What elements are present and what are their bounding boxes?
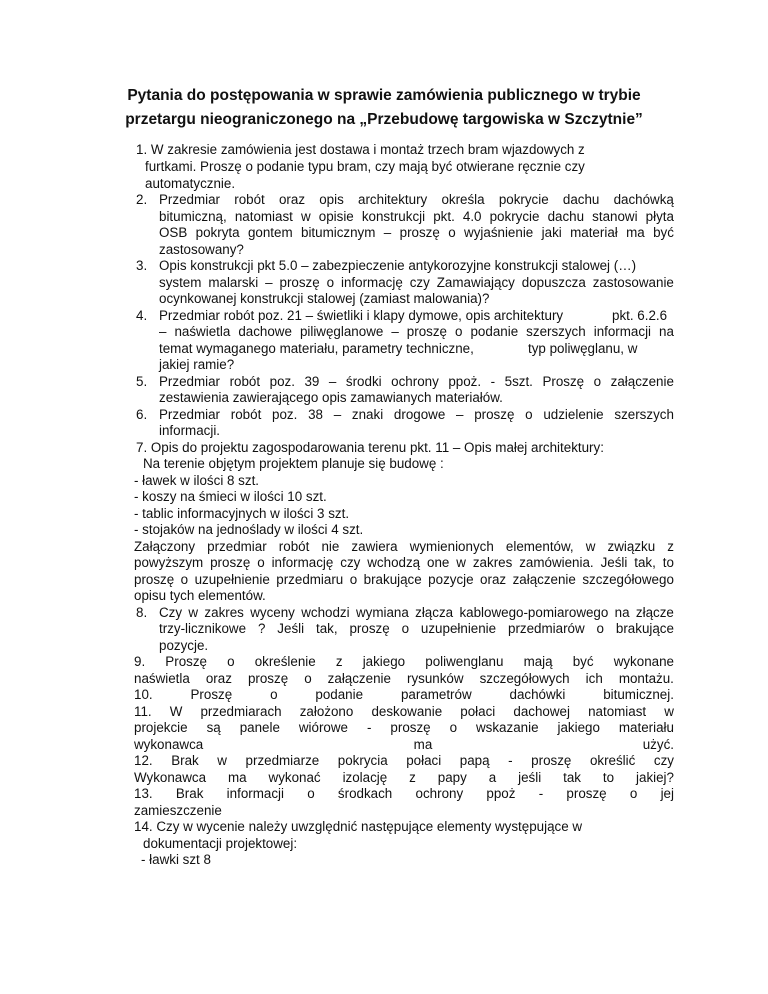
word: w xyxy=(664,704,674,719)
q7-line-8 xyxy=(134,555,674,571)
word: wyceny xyxy=(250,605,295,620)
word: proszę xyxy=(390,720,431,735)
word: przedmiarów xyxy=(508,621,585,636)
word: robót xyxy=(234,192,265,207)
word: 9. xyxy=(134,654,146,669)
q4-number: 4. xyxy=(136,308,148,323)
q3-line-3: ocynkowanej konstrukcji stalowej (zamiast malowania)? xyxy=(159,291,490,306)
word: jaki xyxy=(541,225,562,240)
word: - xyxy=(490,374,496,389)
word: – xyxy=(265,275,273,290)
word: opis xyxy=(319,192,344,207)
q14-line-1: 14. Czy w wycenie należy uwzględnić następujące elementy występujące w xyxy=(134,819,583,834)
word: dopuszcza xyxy=(521,275,586,290)
word: jej xyxy=(660,786,674,801)
word: pkt. xyxy=(433,209,455,224)
word: o xyxy=(326,275,335,290)
word: - xyxy=(366,720,372,735)
word: proszę xyxy=(349,621,390,636)
word: w xyxy=(585,539,596,554)
word: deskowanie xyxy=(371,704,443,719)
word: jakiej? xyxy=(636,770,674,785)
word: 11. xyxy=(134,704,152,719)
word: dachowej xyxy=(513,704,570,719)
word: wchodzi xyxy=(301,605,350,620)
q8-number: 8. xyxy=(136,605,148,620)
word: tak, xyxy=(315,621,338,636)
q5-line-1 xyxy=(159,374,674,390)
word: informacji xyxy=(593,324,652,339)
word: znaki xyxy=(351,407,384,422)
word: załączenie xyxy=(610,374,674,389)
word: ich xyxy=(585,671,603,686)
word: o xyxy=(180,572,189,587)
q8-line-1 xyxy=(159,605,674,621)
word: proszę xyxy=(531,753,572,768)
q11-line-3 xyxy=(134,737,674,753)
word: 13. xyxy=(134,786,153,801)
word: brakujące xyxy=(615,621,674,636)
word: o xyxy=(257,555,265,570)
word: złącze xyxy=(635,605,674,620)
word: szczegółowego xyxy=(582,572,674,587)
word: jakiego xyxy=(362,654,406,669)
q1-line-3: automatycznie. xyxy=(145,176,236,191)
q8-line-2 xyxy=(159,621,674,637)
q9-line-1 xyxy=(134,654,674,670)
word: szerszych xyxy=(614,407,674,422)
word: przedmiarach xyxy=(200,704,282,719)
title-line-1: Pytania do postępowania w sprawie zamówienia publicznego w trybie xyxy=(127,87,641,104)
word: połaci xyxy=(460,704,496,719)
word: Jeśli xyxy=(600,555,628,570)
q4-line-3a: temat wymaganego materiału, parametry techniczne, xyxy=(159,341,474,356)
word: w xyxy=(188,605,199,620)
q7-line-10: opisu tych elementów. xyxy=(134,588,266,603)
q4-line-1b: pkt. 6.2.6 xyxy=(612,308,668,323)
word: 39 xyxy=(304,374,320,389)
q4-line-2 xyxy=(159,324,674,340)
word: proszę xyxy=(399,225,440,240)
word: bitumiczną, xyxy=(159,209,227,224)
word: proszę xyxy=(279,275,320,290)
word: Załączony xyxy=(134,539,196,554)
q1-line-1: 1. W zakresie zamówienia jest dostawa i montaż trzech bram wjazdowych z xyxy=(136,142,585,157)
word: – xyxy=(159,324,167,339)
word: jeśli xyxy=(518,770,542,785)
word: pozycje xyxy=(428,572,474,587)
word: papą xyxy=(459,753,490,768)
word: Wykonawca xyxy=(134,770,207,785)
word: naświetla xyxy=(134,671,190,686)
word: zakres xyxy=(472,555,513,570)
word: poliwenglanu xyxy=(425,654,504,669)
word: z xyxy=(667,539,674,554)
word: podanie xyxy=(470,324,519,339)
word: kablowego-pomiarowego xyxy=(459,605,609,620)
word: oraz xyxy=(278,192,306,207)
word: ochrony xyxy=(391,374,439,389)
q7-line-9 xyxy=(134,572,674,588)
word: o xyxy=(401,621,410,636)
word: – xyxy=(333,407,342,422)
word: Zamawiający xyxy=(436,275,515,290)
word: płyta xyxy=(645,209,674,224)
word: czy xyxy=(653,753,674,768)
word: dachówką xyxy=(613,192,674,207)
word: 4.0 xyxy=(462,209,482,224)
word: o xyxy=(525,407,533,422)
word: pokrycia xyxy=(337,753,388,768)
word: OSB xyxy=(159,225,188,240)
q10-line-1 xyxy=(134,687,674,703)
word: rysunków xyxy=(406,671,464,686)
word: pokrycie xyxy=(489,209,540,224)
word: Przedmiar xyxy=(159,374,221,389)
word: montażu. xyxy=(618,671,674,686)
word: dachu xyxy=(547,209,585,224)
q14-line-3: - ławki szt 8 xyxy=(141,852,211,867)
q7-line-5: - tablic informacyjnych w ilości 3 szt. xyxy=(134,506,350,521)
word: proszę xyxy=(210,555,251,570)
word: konstrukcji xyxy=(361,209,426,224)
word: przedmiar xyxy=(207,539,267,554)
word: proszę xyxy=(134,572,175,587)
q7-line-7 xyxy=(134,539,674,555)
q14-line-2: dokumentacji projektowej: xyxy=(143,836,298,851)
word: ma xyxy=(413,737,433,752)
word: udzielenie xyxy=(543,407,604,422)
word: dachu xyxy=(562,192,600,207)
word: proszę xyxy=(566,786,607,801)
q6-line-2: informacji. xyxy=(159,423,221,438)
word: informacji xyxy=(226,786,284,801)
word: bitumicznym xyxy=(301,225,376,240)
word: o xyxy=(448,225,456,240)
word: elementów, xyxy=(505,539,574,554)
word: tak, xyxy=(634,555,656,570)
word: o xyxy=(227,654,235,669)
word: proszę xyxy=(474,407,515,422)
q2-line-3 xyxy=(159,225,674,241)
word: ochrony xyxy=(415,786,464,801)
word: w xyxy=(456,555,466,570)
word: w xyxy=(217,753,227,768)
q5-line-2: zestawienia zawierającego opis zamawianych materiałów. xyxy=(159,390,503,405)
word: wchodzą xyxy=(367,555,421,570)
word: piliwęglanowe xyxy=(299,324,384,339)
word: oraz xyxy=(205,671,232,686)
q12-line-2 xyxy=(134,770,674,786)
word: natomiast xyxy=(234,209,293,224)
word: zawiera xyxy=(351,539,398,554)
q8-line-3: pozycje. xyxy=(159,638,209,653)
word: Brak xyxy=(175,786,204,801)
word: założono xyxy=(299,704,354,719)
word: zastosowanie xyxy=(592,275,674,290)
q6-number: 6. xyxy=(136,407,148,422)
word: 10. xyxy=(134,687,153,702)
word: Proszę xyxy=(190,687,233,702)
q7-line-4: - koszy na śmieci w ilości 10 szt. xyxy=(134,489,327,504)
q7-line-3: - ławek w ilości 8 szt. xyxy=(134,473,260,488)
word: Brak xyxy=(171,753,199,768)
word: ppoż. xyxy=(448,374,482,389)
word: to xyxy=(662,555,674,570)
word: przedmiarze xyxy=(245,753,320,768)
word: one xyxy=(427,555,450,570)
word: system xyxy=(159,275,202,290)
word: wykonawca xyxy=(134,737,204,752)
word: 5szt. xyxy=(504,374,533,389)
word: jakiego xyxy=(557,720,600,735)
word: wykonane xyxy=(613,654,674,669)
word: szerszych xyxy=(526,324,586,339)
word: połaci xyxy=(406,753,442,768)
word: związku xyxy=(607,539,656,554)
word: o xyxy=(349,572,358,587)
word: panele xyxy=(239,720,280,735)
word: być xyxy=(653,225,674,240)
q4-line-1a: Przedmiar robót poz. 21 – świetliki i klapy dymowe, opis architektury xyxy=(159,308,564,323)
q9-line-2 xyxy=(134,671,674,687)
word: zakres xyxy=(204,605,244,620)
word: o xyxy=(270,687,278,702)
word: drogowe xyxy=(393,407,446,422)
q3-line-2 xyxy=(159,275,674,291)
q3-line-1: Opis konstrukcji pkt 5.0 – zabezpieczenie antykorozyjne konstrukcji stalowej (…) xyxy=(159,258,637,273)
q13-line-2: zamieszczenie xyxy=(134,803,222,818)
word: o xyxy=(304,671,312,686)
word: o xyxy=(455,324,463,339)
word: bitumicznej. xyxy=(603,687,674,702)
word: – xyxy=(391,324,399,339)
word: – xyxy=(456,407,464,422)
word: Proszę xyxy=(542,374,585,389)
word: robót xyxy=(230,407,262,422)
word: Proszę xyxy=(165,654,207,669)
word: wykonać xyxy=(268,770,321,785)
word: w xyxy=(300,209,311,224)
q7-line-1: 7. Opis do projektu zagospodarowania terenu pkt. 11 – Opis małej architektury: xyxy=(136,440,604,455)
word: nie xyxy=(321,539,340,554)
word: ma xyxy=(228,770,247,785)
title-line-2: przetargu nieograniczonego na „Przebudowę targowiska w Szczytnie” xyxy=(125,111,643,128)
word: Przedmiar xyxy=(159,192,221,207)
word: tak xyxy=(563,770,581,785)
word: 12. xyxy=(134,753,153,768)
word: o xyxy=(629,786,638,801)
word: wskazanie xyxy=(476,720,539,735)
word: złącza xyxy=(415,605,454,620)
word: oraz xyxy=(480,572,507,587)
q1-line-2: furtkami. Proszę o podanie typu bram, czy mają być otwierane ręcznie czy xyxy=(145,159,585,174)
word: szczegółowych xyxy=(479,671,570,686)
word: parametrów xyxy=(400,687,472,702)
q2-line-2 xyxy=(159,209,674,225)
word: malarski xyxy=(208,275,259,290)
word: załączenie xyxy=(327,671,391,686)
q4-line-3b: typ poliwęglanu, w xyxy=(528,341,638,356)
word: środki xyxy=(345,374,382,389)
word: wyjaśnienie xyxy=(464,225,534,240)
word: opisie xyxy=(318,209,354,224)
q6-line-1 xyxy=(159,407,674,423)
word: czy xyxy=(340,555,361,570)
word: na xyxy=(659,324,674,339)
word: wiórowe xyxy=(298,720,348,735)
word: materiał xyxy=(570,225,618,240)
q11-line-2 xyxy=(134,720,674,736)
word: z xyxy=(335,654,343,669)
word: - xyxy=(508,753,513,768)
word: izolację xyxy=(342,770,388,785)
word: informację xyxy=(341,275,403,290)
word: architektury xyxy=(358,192,428,207)
q4-line-4: jakiej ramie? xyxy=(159,357,235,372)
word: podanie xyxy=(315,687,364,702)
word: dachowe xyxy=(238,324,292,339)
word: powyższym xyxy=(134,555,204,570)
q5-number: 5. xyxy=(136,374,148,389)
word: o xyxy=(596,621,604,636)
word: to xyxy=(602,770,615,785)
q2-number: 2. xyxy=(136,192,148,207)
q7-line-6: - stojaków na jednoślady w ilości 4 szt. xyxy=(134,522,364,537)
q13-line-1 xyxy=(134,786,674,802)
q2-line-1 xyxy=(159,192,674,208)
word: z xyxy=(409,770,416,785)
word: proszę xyxy=(247,671,289,686)
word: pokryta xyxy=(195,225,240,240)
word: załączenie xyxy=(512,572,576,587)
word: robót xyxy=(278,539,310,554)
word: naświetla xyxy=(174,324,231,339)
word: środkach xyxy=(337,786,393,801)
word: ? xyxy=(257,621,266,636)
word: – xyxy=(383,225,392,240)
word: projekcie xyxy=(134,720,188,735)
word: pokrycie xyxy=(498,192,549,207)
word: uzupełnienie xyxy=(194,572,270,587)
word: mają xyxy=(523,654,553,669)
word: a xyxy=(488,770,497,785)
q12-line-1 xyxy=(134,753,674,769)
word: użyć. xyxy=(642,737,674,752)
word: ma xyxy=(626,225,645,240)
q2-line-4: zastosowany? xyxy=(159,242,244,257)
word: stanowi xyxy=(592,209,638,224)
word: uzupełnienie xyxy=(420,621,497,636)
document-title xyxy=(60,84,708,132)
word: papy xyxy=(437,770,467,785)
word: Przedmiar xyxy=(159,407,221,422)
word: natomiast xyxy=(588,704,647,719)
word: o xyxy=(307,786,315,801)
word: wymiana xyxy=(355,605,409,620)
word: wymienionych xyxy=(409,539,494,554)
word: określa xyxy=(441,192,485,207)
word: poz. xyxy=(272,407,298,422)
word: – xyxy=(328,374,337,389)
word: o xyxy=(593,374,602,389)
word: ppoż xyxy=(486,786,516,801)
word: poz. xyxy=(269,374,295,389)
word: na xyxy=(614,605,630,620)
q3-number: 3. xyxy=(136,258,148,273)
word: określić xyxy=(589,753,636,768)
word: zamówienia. xyxy=(519,555,594,570)
word: proszę xyxy=(406,324,447,339)
word: są xyxy=(206,720,221,735)
word: brakujące xyxy=(363,572,422,587)
word: materiału xyxy=(618,720,674,735)
word: 38 xyxy=(308,407,323,422)
word: - xyxy=(538,786,544,801)
word: czy xyxy=(409,275,430,290)
word: o xyxy=(449,720,458,735)
word: trzy-licznikowe xyxy=(159,621,247,636)
q7-line-2: Na terenie objętym projektem planuje się budowę : xyxy=(143,456,444,471)
word: robót xyxy=(229,374,261,389)
word: Czy xyxy=(159,605,183,620)
word: dachówki xyxy=(509,687,566,702)
word: gontem xyxy=(247,225,293,240)
word: Jeśli xyxy=(277,621,305,636)
word: informację xyxy=(271,555,334,570)
q11-line-1 xyxy=(134,704,674,720)
word: określenie xyxy=(254,654,316,669)
word: przedmiaru xyxy=(276,572,344,587)
word: być xyxy=(572,654,594,669)
word: W xyxy=(169,704,183,719)
